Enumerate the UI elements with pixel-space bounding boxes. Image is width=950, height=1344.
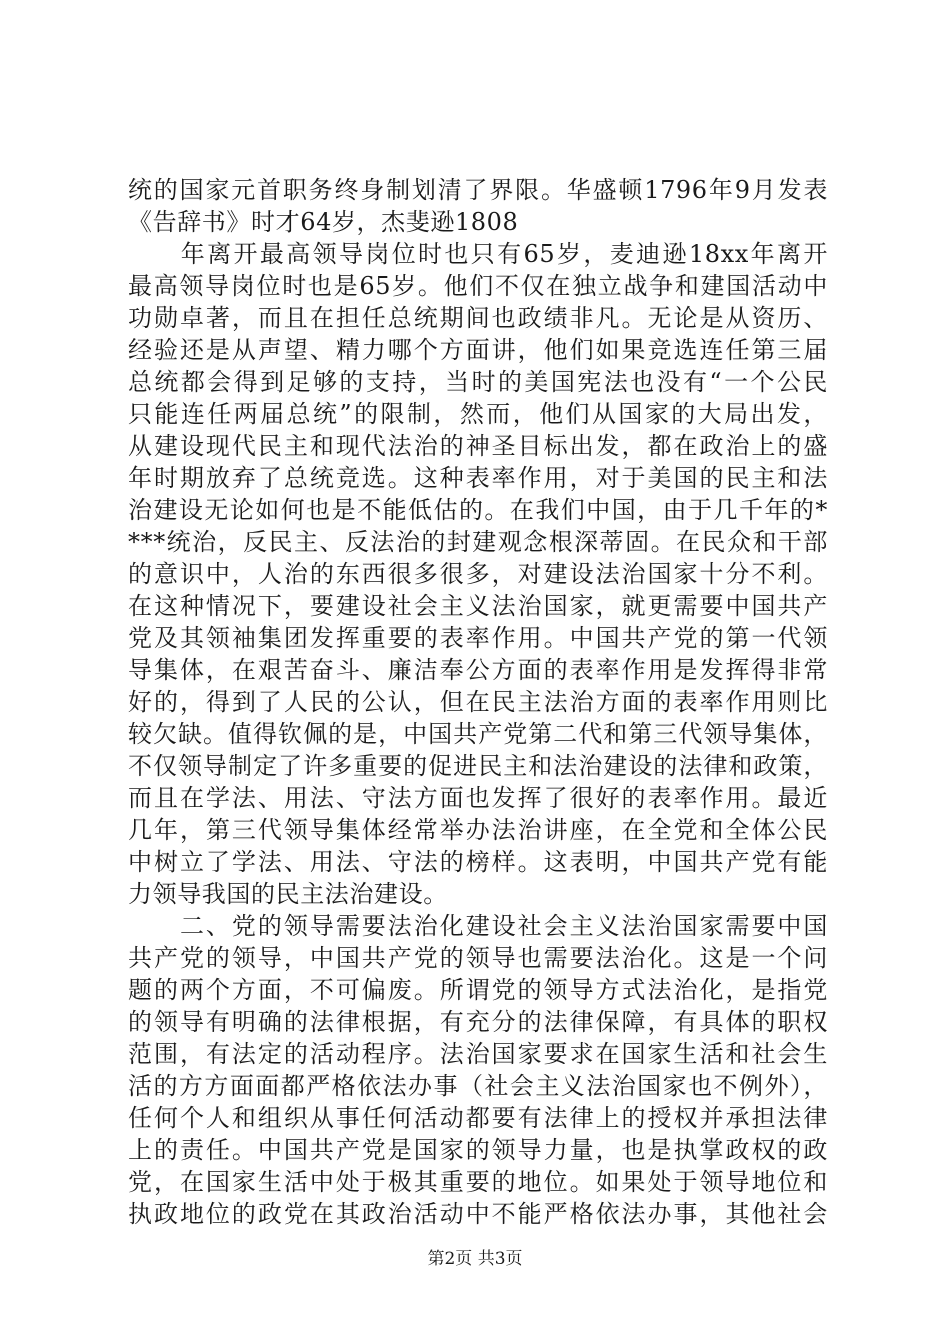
text-line: 经验还是从声望、精力哪个方面讲，他们如果竞选连任第三届 [128, 336, 828, 364]
text-line: 年离开最高领导岗位时也只有65岁，麦迪逊18xx年离开 [128, 240, 828, 268]
text-line: 最高领导岗位时也是65岁。他们不仅在独立战争和建国活动中 [128, 272, 828, 300]
text-line: 执政地位的政党在其政治活动中不能严格依法办事，其他社会 [128, 1200, 828, 1228]
text-line: 上的责任。中国共产党是国家的领导力量，也是执掌政权的政 [128, 1136, 828, 1164]
text-line: 任何个人和组织从事任何活动都要有法律上的授权并承担法律 [128, 1104, 828, 1132]
text-line: 治建设无论如何也是不能低估的。在我们中国，由于几千年的* [128, 496, 828, 524]
text-line: 《告辞书》时才64岁，杰斐逊1808 [128, 208, 519, 236]
text-line: 活的方方面面都严格依法办事（社会主义法治国家也不例外）， [128, 1072, 828, 1100]
text-line: 年时期放弃了总统竞选。这种表率作用，对于美国的民主和法 [128, 464, 828, 492]
text-line: 的领导有明确的法律根据，有充分的法律保障，有具体的职权 [128, 1008, 828, 1036]
text-line: 在这种情况下，要建设社会主义法治国家，就更需要中国共产 [128, 592, 828, 620]
text-line: 导集体，在艰苦奋斗、廉洁奉公方面的表率作用是发挥得非常 [128, 656, 828, 684]
text-line: 的意识中，人治的东西很多很多，对建设法治国家十分不利。 [128, 560, 828, 588]
text-line: 力领导我国的民主法治建设。 [128, 880, 448, 908]
text-line: 而且在学法、用法、守法方面也发挥了很好的表率作用。最近 [128, 784, 828, 812]
text-line: 党及其领袖集团发挥重要的表率作用。中国共产党的第一代领 [128, 624, 828, 652]
text-line: 几年，第三代领导集体经常举办法治讲座，在全党和全体公民 [128, 816, 828, 844]
text-line: 党，在国家生活中处于极其重要的地位。如果处于领导地位和 [128, 1168, 828, 1196]
text-line: 统的国家元首职务终身制划清了界限。华盛顿1796年9月发表 [128, 176, 828, 204]
text-line: 共产党的领导，中国共产党的领导也需要法治化。这是一个问 [128, 944, 828, 972]
text-line: 范围，有法定的活动程序。法治国家要求在国家生活和社会生 [128, 1040, 828, 1068]
text-line: 总统都会得到足够的支持，当时的美国宪法也没有“一个公民 [128, 368, 828, 396]
text-line: 中树立了学法、用法、守法的榜样。这表明，中国共产党有能 [128, 848, 828, 876]
document-body [128, 174, 828, 1230]
page-number-footer: 第2页 共3页 [427, 1249, 523, 1269]
text-line: 不仅领导制定了许多重要的促进民主和法治建设的法律和政策， [128, 752, 828, 780]
text-line: 功勋卓著，而且在担任总统期间也政绩非凡。无论是从资历、 [128, 304, 828, 332]
text-line: 二、党的领导需要法治化建设社会主义法治国家需要中国 [128, 912, 828, 940]
text-line: 好的，得到了人民的公认，但在民主法治方面的表率作用则比 [128, 688, 828, 716]
text-line: 题的两个方面，不可偏废。所谓党的领导方式法治化，是指党 [128, 976, 828, 1004]
text-line: 较欠缺。值得钦佩的是，中国共产党第二代和第三代领导集体， [128, 720, 828, 748]
text-line: 只能连任两届总统”的限制，然而，他们从国家的大局出发， [128, 400, 828, 428]
text-line: 从建设现代民主和现代法治的神圣目标出发，都在政治上的盛 [128, 432, 828, 460]
text-line: ***统治，反民主、反法治的封建观念根深蒂固。在民众和干部 [128, 528, 828, 556]
